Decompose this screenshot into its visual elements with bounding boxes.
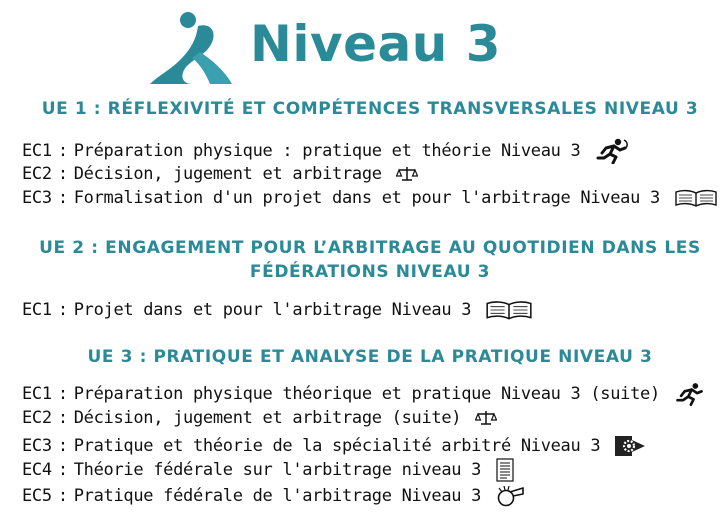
ec-code: EC2	[22, 408, 52, 428]
ue1-title: UE 1 : RÉFLEXIVITÉ ET COMPÉTENCES TRANSVERSALES NIVEAU 3	[41, 99, 699, 119]
ue3-title: UE 3 : PRATIQUE ET ANALYSE DE LA PRATIQUE NIVEAU 3	[87, 347, 653, 367]
ec-separator: :	[57, 460, 68, 480]
ue3-ec4	[22, 458, 515, 482]
ec-label: Pratique fédérale de l'arbitrage Niveau 3	[73, 486, 482, 506]
ec-label: Projet dans et pour l'arbitrage Niveau 3	[73, 300, 472, 320]
ec-separator: :	[57, 486, 68, 506]
ec-label: Décision, jugement et arbitrage (suite)	[73, 408, 462, 428]
logo	[140, 8, 240, 88]
ec-separator: :	[57, 408, 68, 428]
ec-code: EC3	[22, 436, 52, 456]
ec-separator: :	[57, 436, 68, 456]
runner-icon	[674, 382, 706, 406]
ec-separator: :	[57, 141, 68, 161]
ue2-title-line2: FÉDÉRATIONS NIVEAU 3	[249, 262, 491, 282]
gear-icon	[614, 434, 646, 458]
ue3-ec2	[22, 406, 497, 430]
runner-icon	[594, 138, 630, 164]
ec-label: Préparation physique : pratique et théorie Niveau 3	[73, 141, 581, 161]
document-icon	[495, 458, 515, 482]
scales-icon	[475, 409, 497, 427]
ec-code: EC4	[22, 460, 52, 480]
ec-code: EC5	[22, 486, 52, 506]
ue2-title-line1: UE 2 : ENGAGEMENT POUR L’ARBITRAGE AU QUOTIDIEN DANS LES	[39, 238, 701, 258]
book-icon	[485, 299, 533, 321]
ec-label: Pratique et théorie de la spécialité arbitré Niveau 3	[73, 436, 601, 456]
ec-code: EC1	[22, 300, 52, 320]
ue2-ec1	[22, 298, 533, 322]
scales-icon	[396, 165, 418, 183]
ue1-ec2	[22, 162, 418, 186]
ec-code: EC3	[22, 188, 52, 208]
ue1-ec1	[22, 138, 630, 162]
ec-code: EC1	[22, 384, 52, 404]
ec-label: Préparation physique théorique et pratique Niveau 3 (suite)	[73, 384, 660, 404]
ec-code: EC1	[22, 141, 52, 161]
ue1-ec3	[22, 186, 718, 210]
ue3-ec1	[22, 382, 706, 406]
ue3-ec3	[22, 434, 646, 458]
ec-label: Décision, jugement et arbitrage	[73, 164, 382, 184]
ec-separator: :	[57, 164, 68, 184]
whistle-icon	[495, 484, 525, 508]
book-icon	[674, 188, 718, 208]
ec-separator: :	[57, 188, 68, 208]
ue3-ec5	[22, 484, 525, 508]
ec-label: Formalisation d'un projet dans et pour l'arbitrage Niveau 3	[73, 188, 660, 208]
ec-separator: :	[57, 384, 68, 404]
ec-separator: :	[57, 300, 68, 320]
ec-code: EC2	[22, 164, 52, 184]
ec-label: Théorie fédérale sur l'arbitrage niveau 3	[73, 460, 482, 480]
page-title: Niveau 3	[250, 15, 502, 73]
header	[0, 0, 722, 90]
